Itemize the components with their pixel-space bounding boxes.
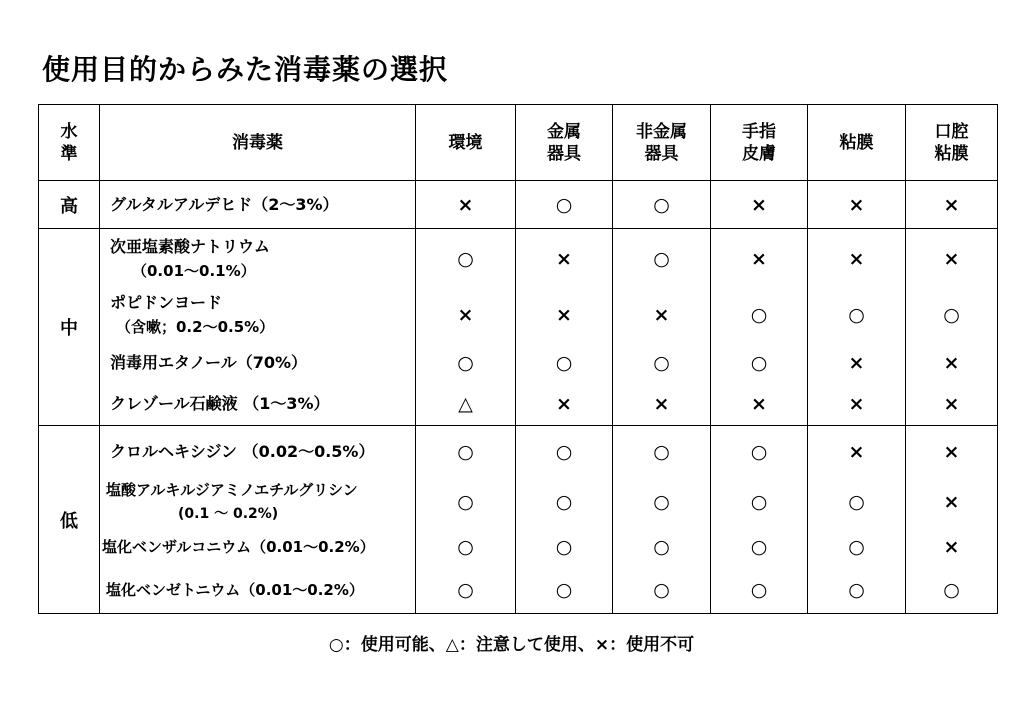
mark-cell: ○ bbox=[516, 568, 613, 614]
mark-cell: × bbox=[416, 289, 516, 342]
table-row bbox=[39, 181, 998, 229]
mark-cell: × bbox=[808, 181, 906, 229]
header-mucosa: 粘膜 bbox=[808, 105, 906, 181]
mark-cell: × bbox=[906, 384, 998, 426]
mark-cell: ○ bbox=[516, 181, 613, 229]
table-row bbox=[39, 526, 998, 568]
header-agent: 消毒薬 bbox=[100, 105, 416, 181]
table-row bbox=[39, 289, 998, 342]
mark-cell: ○ bbox=[711, 426, 808, 478]
level-high: 高 bbox=[39, 181, 100, 229]
header-metal-instruments: 金属 器具 bbox=[516, 105, 613, 181]
mark-cell: ○ bbox=[416, 526, 516, 568]
mark-cell: ○ bbox=[516, 478, 613, 526]
mark-cell: ○ bbox=[516, 342, 613, 384]
agent-name: クロルヘキシジン （0.02～0.5%） bbox=[100, 426, 416, 478]
mark-cell: ○ bbox=[906, 289, 998, 342]
mark-cell: × bbox=[613, 289, 711, 342]
table-row bbox=[39, 568, 998, 614]
mark-cell: ○ bbox=[711, 289, 808, 342]
mark-cell: × bbox=[906, 229, 998, 289]
mark-cell: × bbox=[613, 384, 711, 426]
agent-name: 塩化ベンゼトニウム（0.01～0.2%） bbox=[100, 568, 416, 614]
mark-cell: ○ bbox=[416, 478, 516, 526]
table-row bbox=[39, 229, 998, 289]
table-row bbox=[39, 478, 998, 526]
mark-cell: ○ bbox=[416, 229, 516, 289]
mark-cell: ○ bbox=[516, 526, 613, 568]
mark-cell: ○ bbox=[613, 526, 711, 568]
mark-cell: × bbox=[808, 229, 906, 289]
mark-cell: ○ bbox=[711, 526, 808, 568]
mark-cell: × bbox=[711, 229, 808, 289]
mark-cell: ○ bbox=[416, 342, 516, 384]
mark-cell: × bbox=[516, 289, 613, 342]
mark-cell: × bbox=[906, 426, 998, 478]
agent-name: 塩酸アルキルジアミノエチルグリシン (0.1 ～ 0.2%) bbox=[100, 478, 416, 526]
mark-cell: × bbox=[906, 181, 998, 229]
mark-cell: ○ bbox=[906, 568, 998, 614]
agent-name: クレゾール石鹸液 （1～3%） bbox=[100, 384, 416, 426]
table-row bbox=[39, 426, 998, 478]
level-mid: 中 bbox=[39, 229, 100, 426]
mark-cell: × bbox=[906, 526, 998, 568]
header-row bbox=[39, 105, 998, 181]
agent-name: 消毒用エタノール（70%） bbox=[100, 342, 416, 384]
mark-cell: ○ bbox=[808, 526, 906, 568]
mark-cell: ○ bbox=[613, 342, 711, 384]
mark-cell: ○ bbox=[711, 342, 808, 384]
mark-cell: △ bbox=[416, 384, 516, 426]
mark-cell: ○ bbox=[808, 568, 906, 614]
table-row bbox=[39, 342, 998, 384]
mark-cell: × bbox=[808, 384, 906, 426]
mark-cell: × bbox=[711, 181, 808, 229]
mark-cell: ○ bbox=[613, 181, 711, 229]
table-row bbox=[39, 384, 998, 426]
mark-cell: × bbox=[416, 181, 516, 229]
mark-cell: ○ bbox=[416, 568, 516, 614]
agent-name: 塩化ベンザルコニウム（0.01～0.2%） bbox=[100, 526, 416, 568]
disinfectant-table bbox=[38, 104, 998, 614]
mark-cell: ○ bbox=[613, 478, 711, 526]
mark-cell: ○ bbox=[711, 478, 808, 526]
mark-cell: × bbox=[906, 478, 998, 526]
page-title: 使用目的からみた消毒薬の選択 bbox=[42, 53, 449, 86]
header-level: 水 準 bbox=[39, 105, 100, 181]
mark-cell: × bbox=[808, 342, 906, 384]
mark-cell: ○ bbox=[416, 426, 516, 478]
mark-cell: × bbox=[711, 384, 808, 426]
mark-cell: ○ bbox=[613, 426, 711, 478]
mark-cell: ○ bbox=[613, 229, 711, 289]
header-oral-mucosa: 口腔 粘膜 bbox=[906, 105, 998, 181]
mark-cell: × bbox=[906, 342, 998, 384]
agent-name: ポピドンヨード （含嗽；0.2～0.5%） bbox=[100, 289, 416, 342]
legend: ○：使用可能、△：注意して使用、×：使用不可 bbox=[328, 635, 695, 655]
agent-name: グルタルアルデヒド（2～3%） bbox=[100, 181, 416, 229]
mark-cell: ○ bbox=[808, 289, 906, 342]
mark-cell: × bbox=[516, 229, 613, 289]
mark-cell: ○ bbox=[516, 426, 613, 478]
mark-cell: × bbox=[516, 384, 613, 426]
mark-cell: ○ bbox=[613, 568, 711, 614]
mark-cell: × bbox=[808, 426, 906, 478]
agent-name: 次亜塩素酸ナトリウム （0.01～0.1%） bbox=[100, 229, 416, 289]
mark-cell: ○ bbox=[711, 568, 808, 614]
header-nonmetal-instruments: 非金属 器具 bbox=[613, 105, 711, 181]
mark-cell: ○ bbox=[808, 478, 906, 526]
header-hand-skin: 手指 皮膚 bbox=[711, 105, 808, 181]
level-low: 低 bbox=[39, 426, 100, 614]
header-environment: 環境 bbox=[416, 105, 516, 181]
